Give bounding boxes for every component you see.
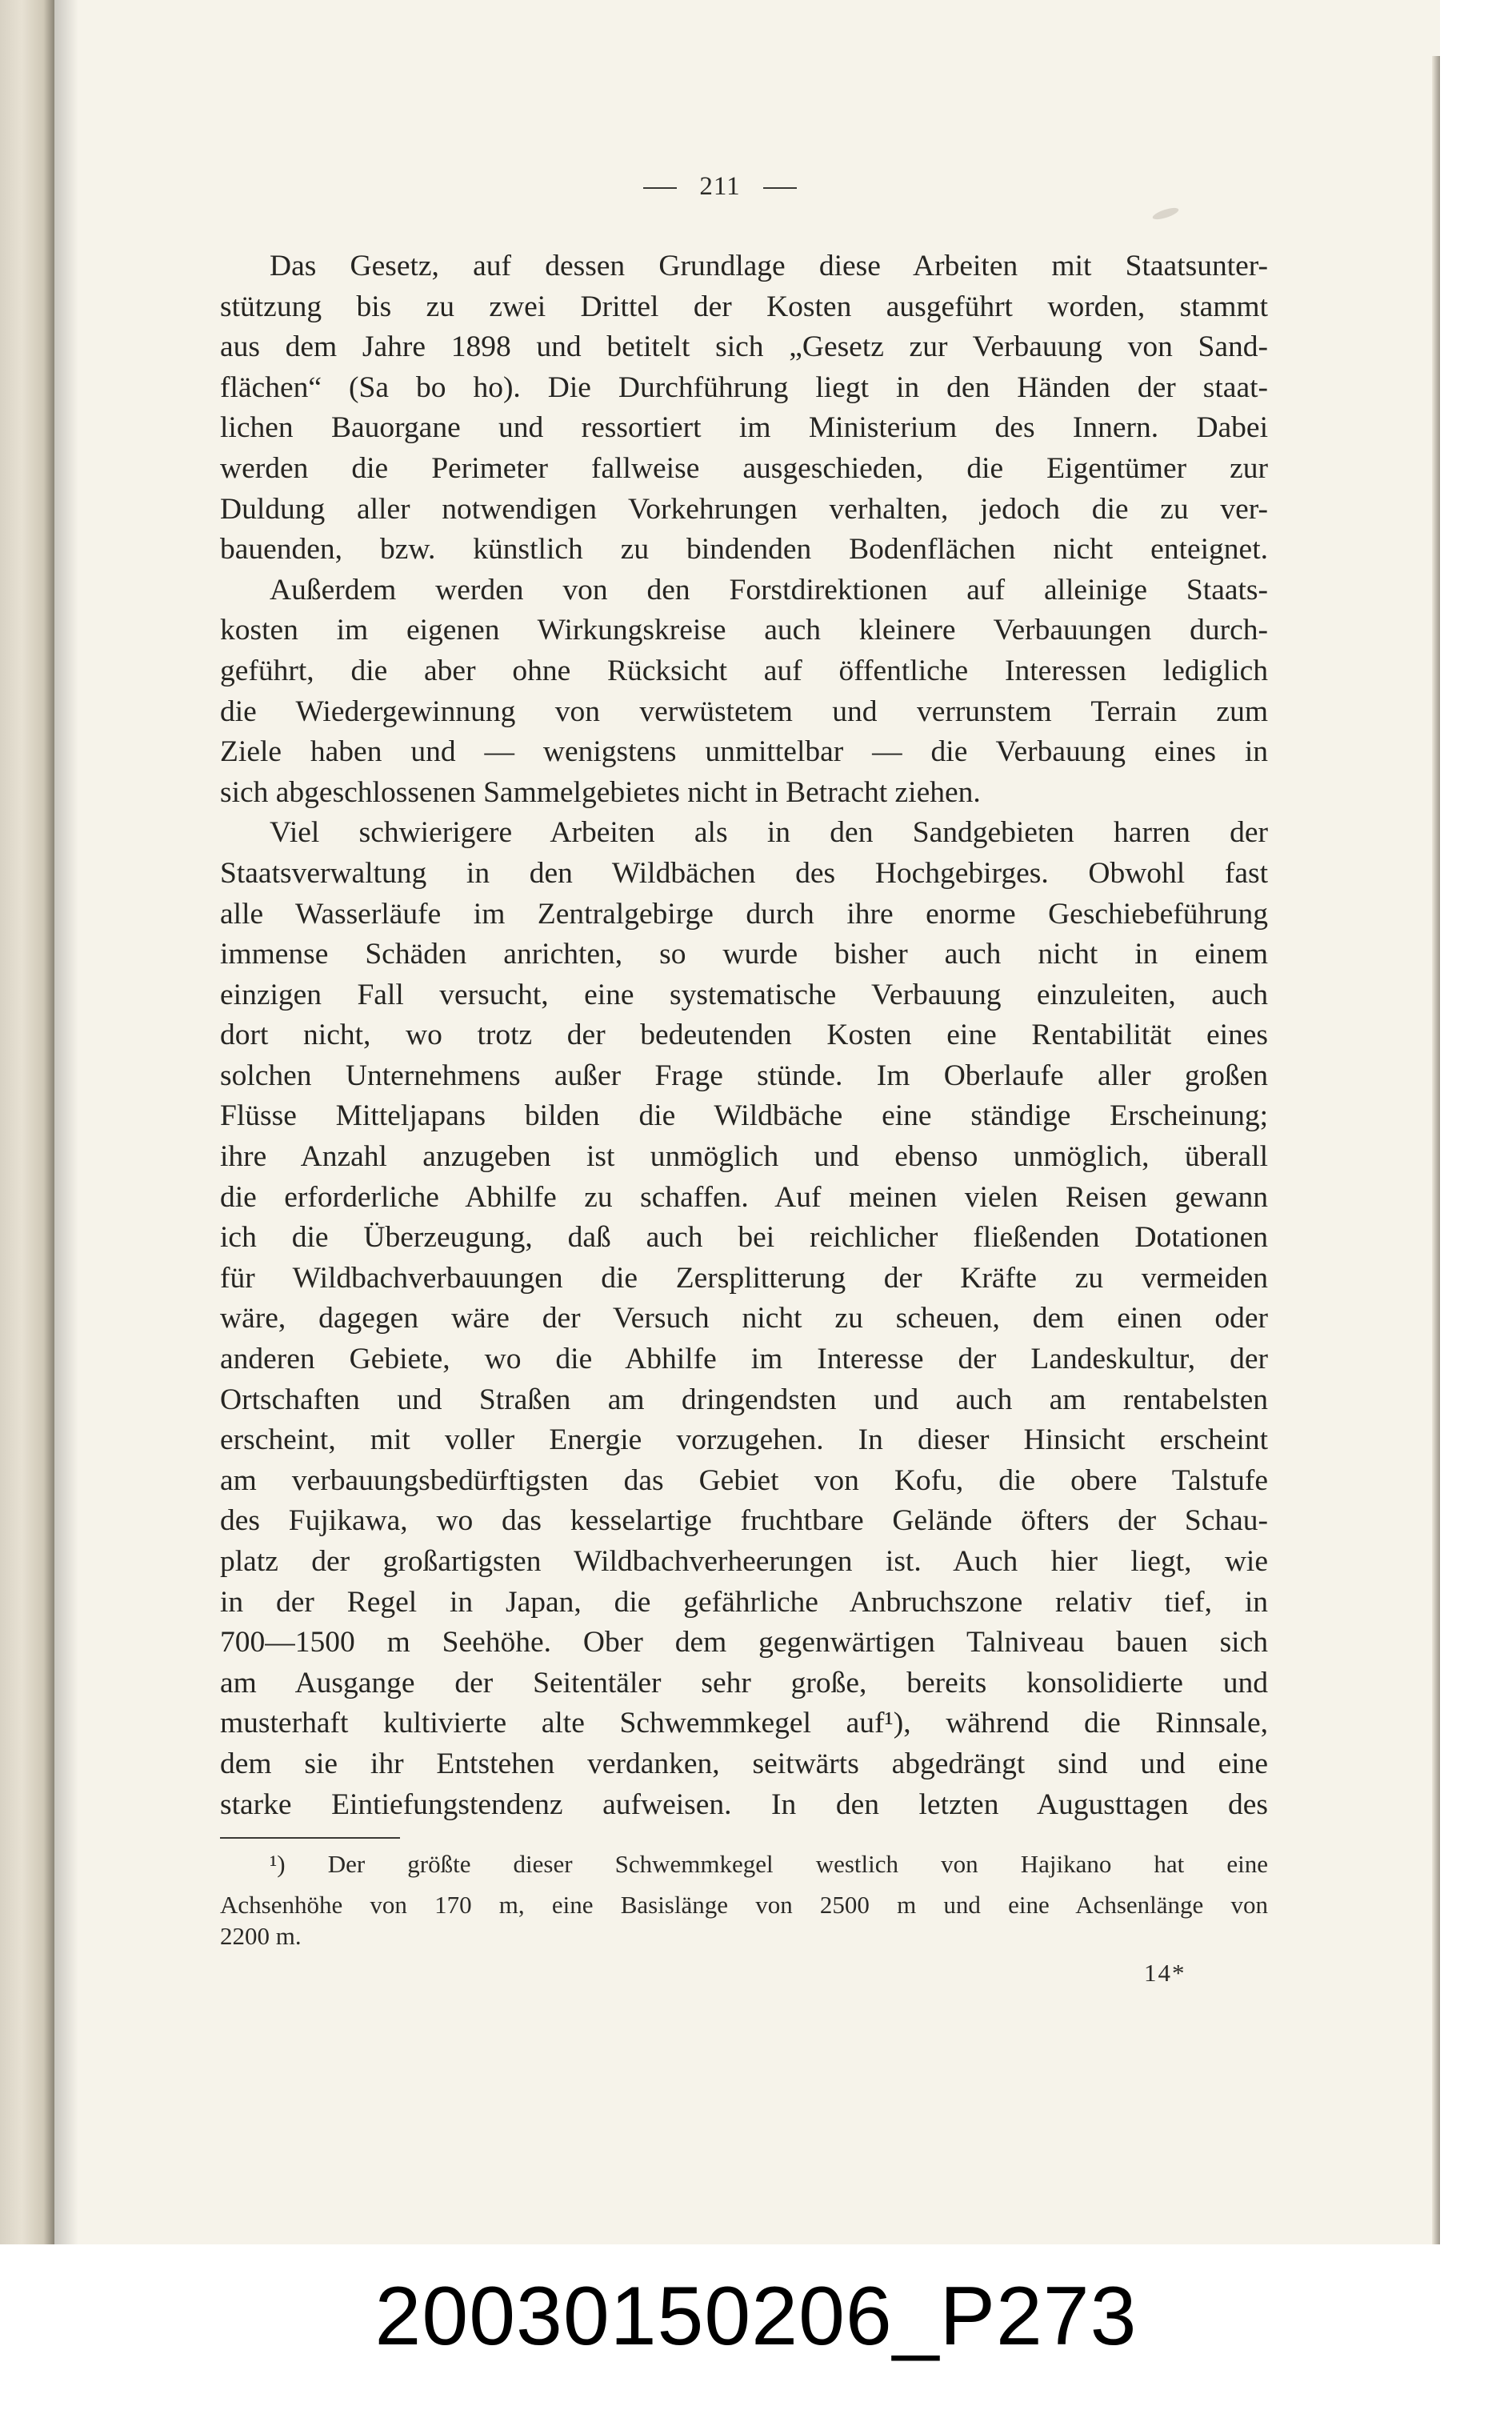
text-line: die Wiedergewinnung von verwüstetem und verrunstem Terrain zum <box>220 695 1268 728</box>
header-dash-right <box>763 187 797 189</box>
text-line: am verbauungsbedürftigsten das Gebiet von Kofu, die obere Talstufe <box>220 1463 1268 1497</box>
text-line: 700—1500 m Seehöhe. Ober dem gegenwärtigen Talniveau bauen sich <box>220 1626 1268 1659</box>
text-line: in der Regel in Japan, die gefährliche Anbruchszone relativ tief, in <box>220 1585 1268 1619</box>
text-line: Ziele haben und — wenigstens unmittelbar — die Verbauung eines in <box>220 735 1268 769</box>
text-line: ich die Überzeugung, daß auch bei reichlicher fließenden Dotationen <box>220 1221 1268 1255</box>
text-line: Ortschaften und Straßen am dringendsten und auch am rentabelsten <box>220 1383 1268 1416</box>
text-line: die erforderliche Abhilfe zu schaffen. Auf meinen vielen Reisen gewann <box>220 1180 1268 1214</box>
text-line: werden die Perimeter fallweise ausgeschieden, die Eigentümer zur <box>220 451 1268 485</box>
image-caption: 20030150206_P273 <box>374 2270 1138 2363</box>
facing-page-edge <box>0 0 54 2244</box>
text-line: des Fujikawa, wo das kesselartige fruchtbare Gelände öfters der Schau- <box>220 1504 1268 1538</box>
text-line: am Ausgange der Seitentäler sehr große, bereits konsolidierte und <box>220 1666 1268 1699</box>
text-line: Außerdem werden von den Forstdirektionen auf alleinige Staats- <box>270 573 1268 607</box>
text-line: flächen“ (Sa bo ho). Die Durchführung liegt in den Händen der staat- <box>220 370 1268 404</box>
footnote-line: Achsenhöhe von 170 m, eine Basislänge von 2500 m und eine Achsenlänge von <box>220 1890 1268 1919</box>
text-line: alle Wasserläufe im Zentralgebirge durch ihre enorme Geschiebeführung <box>220 897 1268 931</box>
text-line: starke Eintiefungstendenz aufweisen. In den letzten Augusttagen des <box>220 1787 1268 1821</box>
page-right-edge <box>1432 56 1440 2244</box>
page-number: 211 <box>699 172 741 201</box>
text-line: Viel schwierigere Arbeiten als in den Sandgebieten harren der <box>270 816 1268 850</box>
paper-smudge <box>1151 206 1179 222</box>
body-text <box>220 246 1268 1825</box>
gutter-shadow <box>54 0 78 2244</box>
text-line: immense Schäden anrichten, so wurde bisher auch nicht in einem <box>220 938 1268 971</box>
text-line: solchen Unternehmens außer Frage stünde. Im Oberlaufe aller großen <box>220 1059 1268 1092</box>
text-line: platz der großartigsten Wildbachverheerungen ist. Auch hier liegt, wie <box>220 1545 1268 1578</box>
text-line: bauenden, bzw. künstlich zu bindenden Bodenflächen nicht enteignet. <box>220 533 1268 566</box>
text-line: Duldung aller notwendigen Vorkehrungen verhalten, jedoch die zu ver- <box>220 492 1268 526</box>
text-line: erscheint, mit voller Energie vorzugehen. In dieser Hinsicht erscheint <box>220 1423 1268 1457</box>
text-line: Flüsse Mitteljapans bilden die Wildbäche eine ständige Erscheinung; <box>220 1099 1268 1133</box>
text-line: wäre, dagegen wäre der Versuch nicht zu scheuen, dem einen oder <box>220 1302 1268 1335</box>
text-line: dort nicht, wo trotz der bedeutenden Kosten eine Rentabilität eines <box>220 1019 1268 1052</box>
footnote-line: 2200 m. <box>220 1921 302 1950</box>
text-line: Das Gesetz, auf dessen Grundlage diese Arbeiten mit Staatsunter- <box>270 250 1268 282</box>
text-line: sich abgeschlossenen Sammelgebietes nicht in Betracht ziehen. <box>220 775 981 809</box>
text-line: musterhaft kultivierte alte Schwemmkegel auf¹), während die Rinnsale, <box>220 1707 1268 1740</box>
text-line: ihre Anzahl anzugeben ist unmöglich und ebenso unmöglich, überall <box>220 1140 1268 1174</box>
footnote-line: ¹) Der größte dieser Schwemmkegel westlich von Hajikano hat eine <box>270 1850 1268 1878</box>
text-line: geführt, die aber ohne Rücksicht auf öffentliche Interessen lediglich <box>220 654 1268 687</box>
text-line: für Wildbachverbauungen die Zersplitterung der Kräfte zu vermeiden <box>220 1261 1268 1295</box>
text-line: einzigen Fall versucht, eine systematische Verbauung einzuleiten, auch <box>220 978 1268 1011</box>
text-line: stützung bis zu zwei Drittel der Kosten ausgeführt worden, stammt <box>220 290 1268 323</box>
signature-mark: 14* <box>1144 1959 1186 1987</box>
text-line: Staatsverwaltung in den Wildbächen des Hochgebirges. Obwohl fast <box>220 856 1268 890</box>
text-line: aus dem Jahre 1898 und betitelt sich „Gesetz zur Verbauung von Sand- <box>220 330 1268 364</box>
footnote-rule <box>220 1837 400 1839</box>
text-line: anderen Gebiete, wo die Abhilfe im Interesse der Landeskultur, der <box>220 1343 1268 1376</box>
header-dash-left <box>643 187 677 189</box>
text-line: lichen Bauorgane und ressortiert im Ministerium des Innern. Dabei <box>220 411 1268 445</box>
text-line: dem sie ihr Entstehen verdanken, seitwärts abgedrängt sind und eine <box>220 1747 1268 1780</box>
page-number-header <box>0 172 1440 202</box>
text-line: kosten im eigenen Wirkungskreise auch kleinere Verbauungen durch- <box>220 614 1268 647</box>
footnote <box>220 1848 1268 1952</box>
